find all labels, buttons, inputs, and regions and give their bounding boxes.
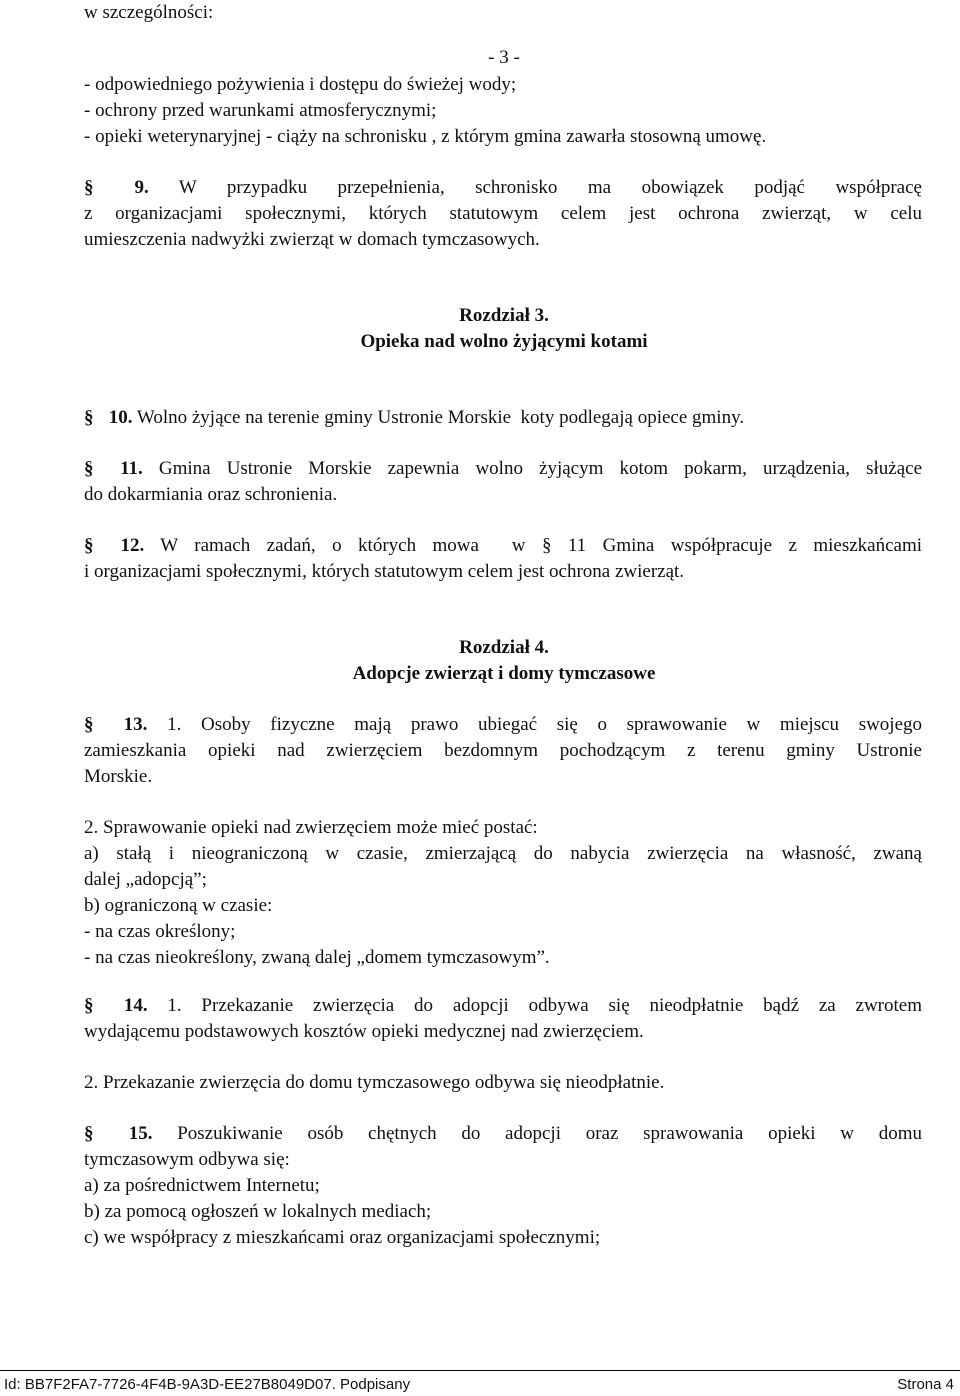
section-symbol: §	[84, 535, 94, 556]
section-10	[84, 405, 744, 431]
section-13-line-2: zamieszkania opieki nad zwierzęciem bezdomnym pochodzącym z terenu gminy Ustronie	[84, 740, 922, 761]
section-13-p2-line: - na czas określony;	[84, 921, 236, 942]
section-symbol: §	[84, 177, 94, 198]
footer-page-label: Strona 4	[897, 1376, 954, 1393]
section-14-line-2: wydającemu podstawowych kosztów opieki medycznej nad zwierzęciem.	[84, 1021, 644, 1042]
section-symbol: §	[84, 995, 94, 1016]
section-15-text: Poszukiwanie osób chętnych do adopcji oraz sprawowania opieki w domu	[177, 1123, 922, 1144]
top-fragment: w szczególności:	[84, 2, 214, 23]
list-item: - odpowiedniego pożywienia i dostępu do świeżej wody;	[84, 74, 517, 95]
section-number: 15.	[128, 1123, 153, 1144]
section-number: 10.	[108, 407, 133, 428]
section-symbol: §	[84, 407, 94, 428]
chapter-3-label: Rozdział 3.	[459, 305, 549, 326]
section-12-line-2: i organizacjami społecznymi, których statutowym celem jest ochrona zwierząt.	[84, 561, 685, 582]
section-15-line-1	[84, 1121, 922, 1147]
page-number: - 3 -	[488, 47, 520, 68]
section-14-text: 1. Przekazanie zwierzęcia do adopcji odbywa się nieodpłatnie bądź za zwrotem	[167, 995, 923, 1016]
section-9-line-2: z organizacjami społecznymi, których statutowym celem jest ochrona zwierząt, w celu	[84, 203, 922, 224]
section-9-text: W przypadku przepełnienia, schronisko ma obowiązek podjąć współpracę	[178, 177, 922, 198]
section-15-item: a) za pośrednictwem Internetu;	[84, 1175, 320, 1196]
section-symbol: §	[84, 1123, 94, 1144]
section-12-text: W ramach zadań, o których mowa w § 11 Gmina współpracuje z mieszkańcami	[160, 535, 922, 556]
chapter-3-title: Opieka nad wolno żyjącymi kotami	[360, 331, 648, 352]
section-13-text: 1. Osoby fizyczne mają prawo ubiegać się o sprawowanie w miejscu swojego	[167, 714, 923, 735]
section-9-line-3: umieszczenia nadwyżki zwierząt w domach tymczasowych.	[84, 229, 540, 250]
footer-id: Id: BB7F2FA7-7726-4F4B-9A3D-EE27B8049D07. Podpisany	[4, 1376, 411, 1393]
section-13-line-1	[84, 712, 922, 738]
section-15-item: b) za pomocą ogłoszeń w lokalnych mediach;	[84, 1201, 432, 1222]
section-11-line-1	[84, 456, 922, 482]
chapter-4-label: Rozdział 4.	[459, 637, 549, 658]
section-13-p2-line: - na czas nieokreślony, zwaną dalej „domem tymczasowym”.	[84, 947, 550, 968]
section-13-p2-line: a) stałą i nieograniczoną w czasie, zmierzającą do nabycia zwierzęcia na własność, zwaną	[84, 843, 922, 864]
section-symbol: §	[84, 458, 94, 479]
section-12-line-1	[84, 533, 922, 559]
section-number: 12.	[120, 535, 145, 556]
section-15-item: c) we współpracy z mieszkańcami oraz organizacjami społecznymi;	[84, 1227, 601, 1248]
section-symbol: §	[84, 714, 94, 735]
section-number: 14.	[123, 995, 148, 1016]
list-item: - opieki weterynaryjnej - ciąży na schronisku , z którym gmina zawarła stosowną umowę.	[84, 126, 767, 147]
section-13-p2-line: dalej „adopcją”;	[84, 869, 207, 890]
section-9-line-1	[84, 175, 922, 201]
section-15-line-2: tymczasowym odbywa się:	[84, 1149, 290, 1170]
section-13-line-3: Morskie.	[84, 766, 153, 787]
chapter-4-title: Adopcje zwierząt i domy tymczasowe	[352, 663, 656, 684]
section-14-line-1	[84, 993, 922, 1019]
footer-divider	[0, 1370, 960, 1371]
section-number: 9.	[134, 177, 149, 198]
section-10-text: Wolno żyjące na terenie gminy Ustronie Morskie koty podlegają opiece gminy.	[136, 407, 745, 428]
section-number: 13.	[123, 714, 148, 735]
section-13-p2-line: 2. Sprawowanie opieki nad zwierzęciem może mieć postać:	[84, 817, 538, 838]
list-item: - ochrony przed warunkami atmosferycznymi;	[84, 100, 437, 121]
section-13-p2-line: b) ograniczoną w czasie:	[84, 895, 273, 916]
section-number: 11.	[120, 458, 143, 479]
section-11-line-2: do dokarmiania oraz schronienia.	[84, 484, 338, 505]
section-11-text: Gmina Ustronie Morskie zapewnia wolno żyjącym kotom pokarm, urządzenia, służące	[158, 458, 923, 479]
section-14-p2: 2. Przekazanie zwierzęcia do domu tymczasowego odbywa się nieodpłatnie.	[84, 1072, 665, 1093]
